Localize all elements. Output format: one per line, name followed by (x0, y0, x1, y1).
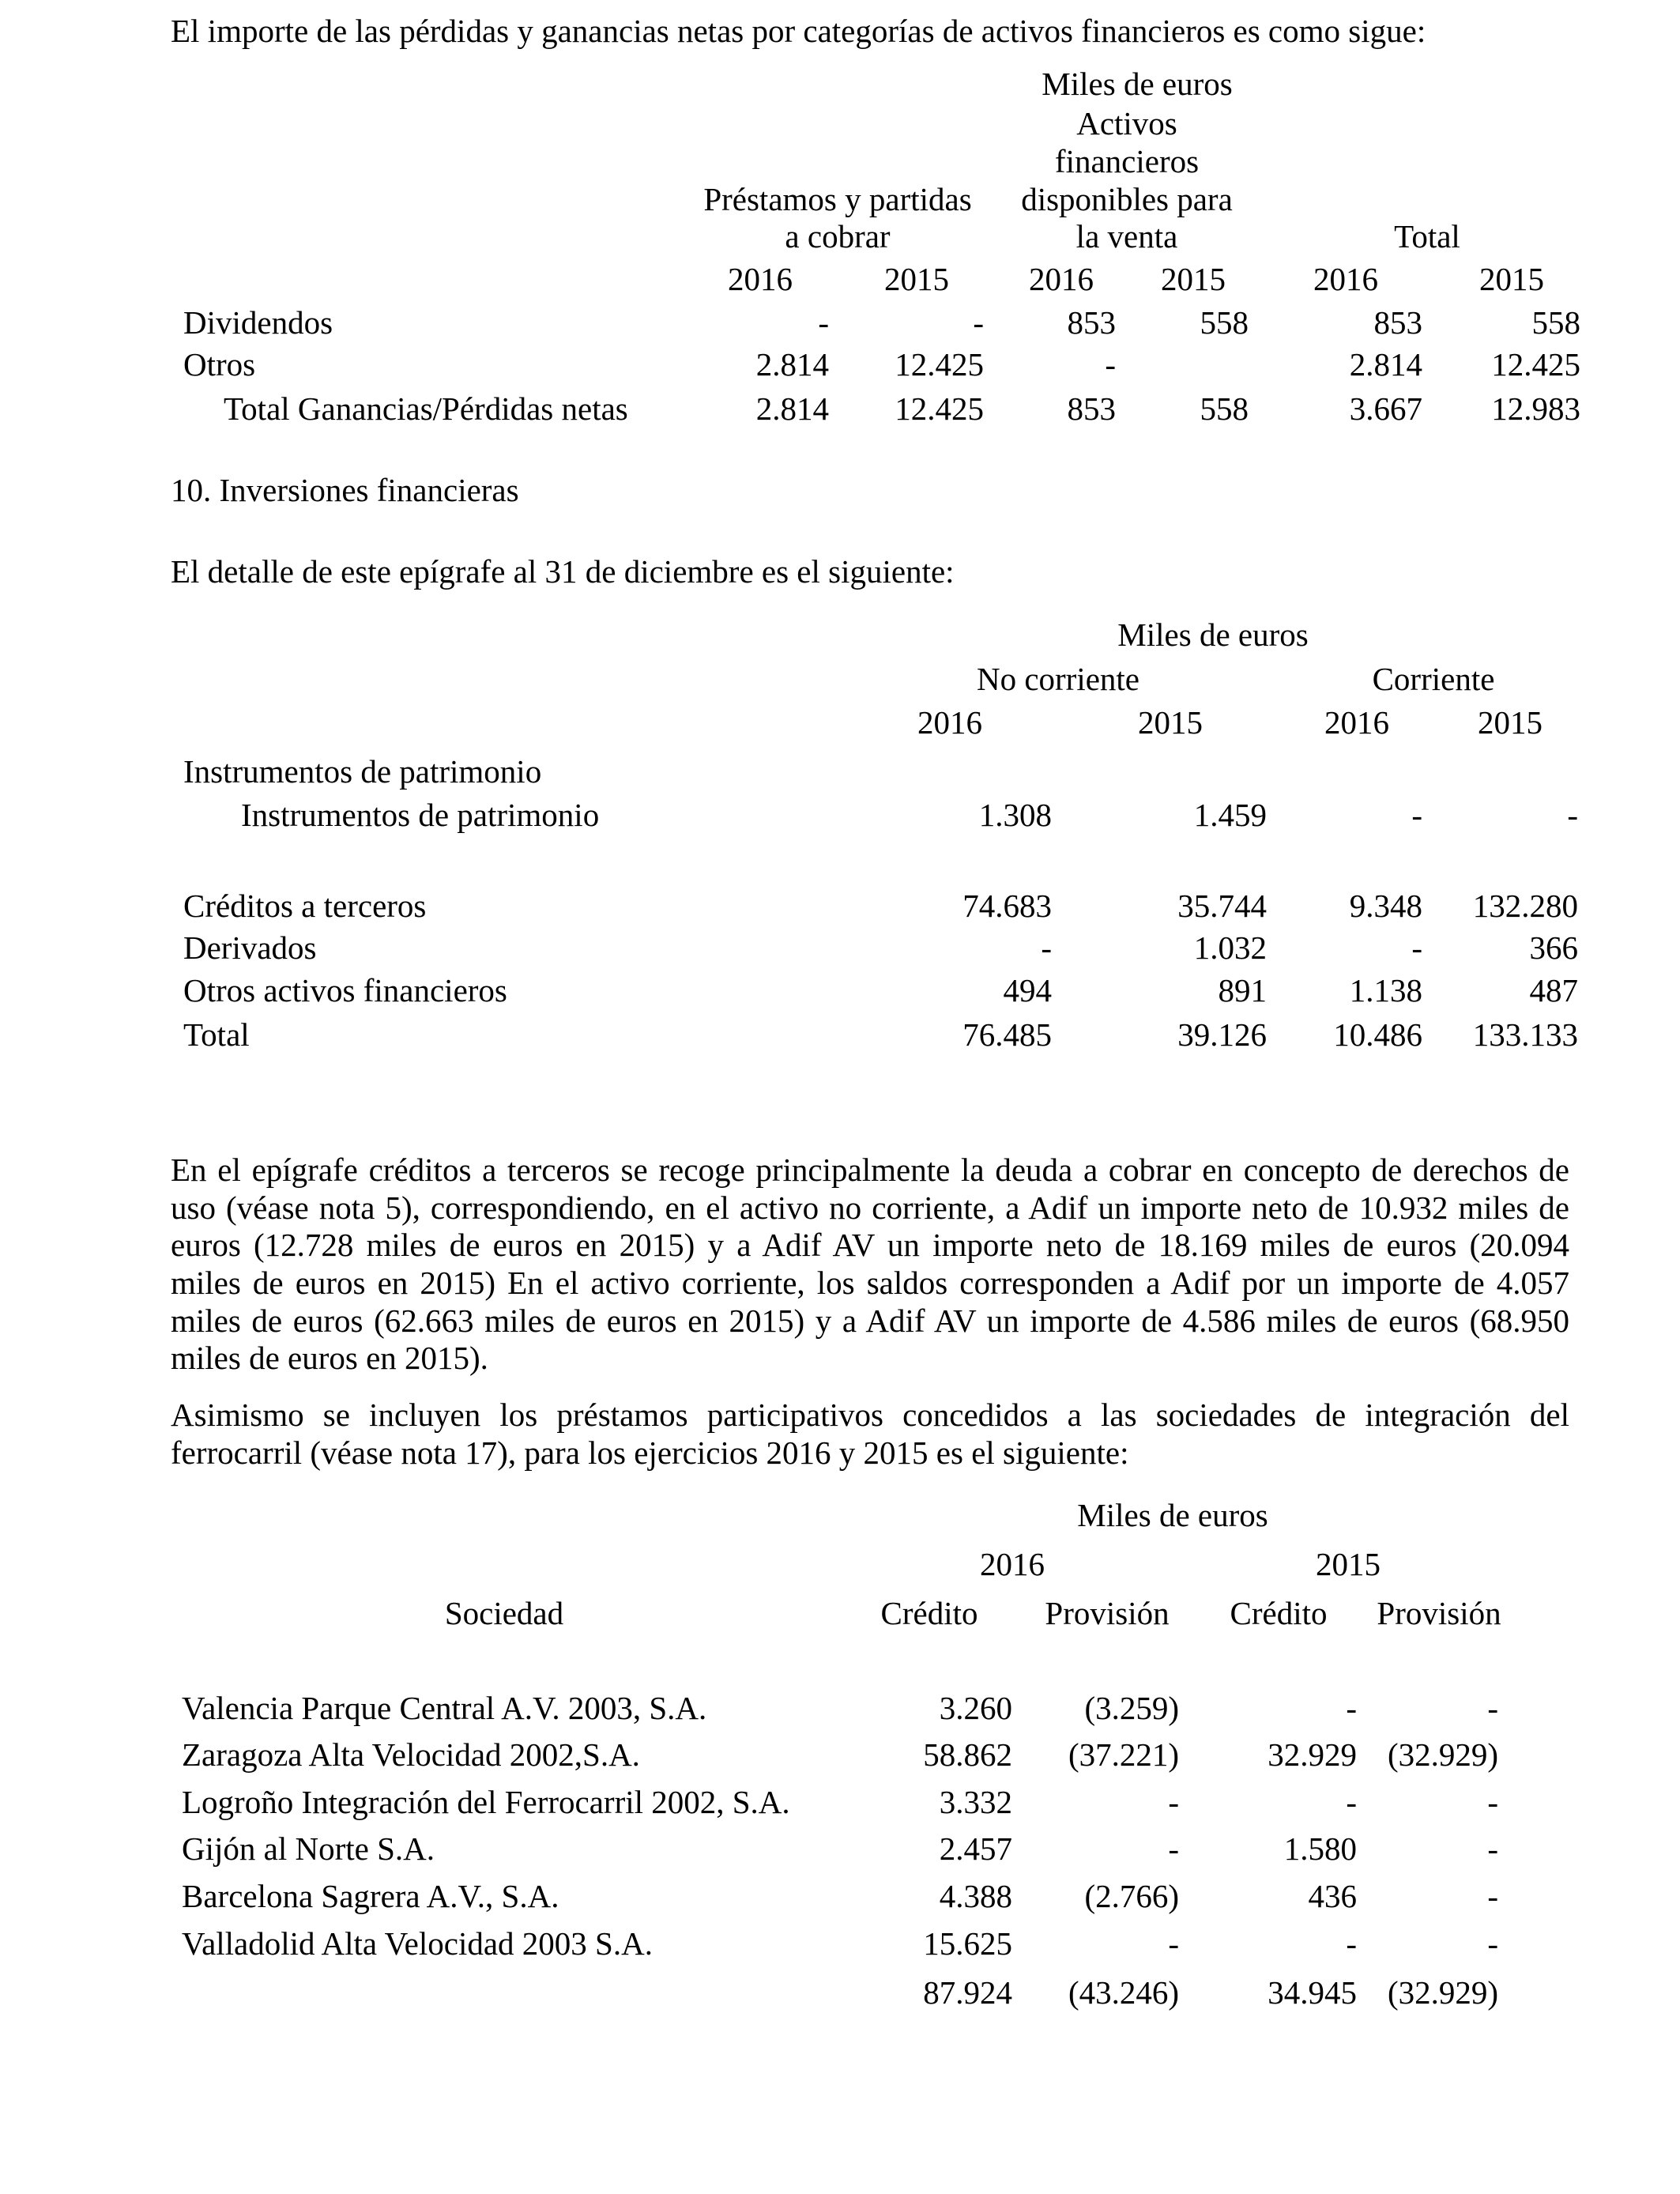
column-header-credito: Crédito (1230, 1595, 1328, 1631)
cell-value: - (1567, 797, 1578, 833)
table-row (0, 345, 1680, 383)
year-header: 2016 (1324, 704, 1389, 741)
cell-value: 558 (1531, 304, 1580, 341)
cell-value: 2.457 (939, 1830, 1012, 1867)
cell-value: (32.929) (1387, 1736, 1498, 1773)
cell-value: 12.425 (895, 390, 984, 427)
table3-unit-header: Miles de euros (1077, 1497, 1268, 1533)
table-row (0, 929, 1680, 967)
year-header: 2016 (980, 1546, 1045, 1582)
year-header: 2016 (1313, 261, 1378, 297)
cell-value: 558 (1200, 304, 1249, 341)
cell-value: - (1041, 929, 1052, 966)
cell-value: 12.983 (1491, 390, 1580, 427)
table-row (0, 1736, 1680, 1774)
row-label: Total (183, 1016, 250, 1053)
paragraph-line: ferrocarril (véase nota 17), para los ejercicios 2016 y 2015 es el siguiente: (171, 1434, 1129, 1471)
table-row (0, 303, 1680, 341)
cell-value: 12.425 (895, 346, 984, 383)
row-label: Créditos a terceros (183, 888, 427, 924)
row-label: Gijón al Norte S.A. (182, 1830, 435, 1867)
table2-intro-text: El detalle de este epígrafe al 31 de diciembre es el siguiente: (171, 553, 955, 590)
total-value: (43.246) (1068, 1974, 1179, 2011)
cell-value: - (1346, 1925, 1357, 1962)
row-label: Otros (183, 346, 256, 383)
cell-value: - (1411, 929, 1422, 966)
row-label: Barcelona Sagrera A.V., S.A. (182, 1878, 559, 1914)
table-row (0, 796, 1680, 834)
cell-value: 366 (1529, 929, 1578, 966)
table1-loans-header-line: Préstamos y partidas (703, 181, 972, 217)
table1-loans-header-line: a cobrar (785, 218, 891, 254)
table1-years-row (0, 260, 1680, 298)
cell-value: 853 (1067, 390, 1116, 427)
column-header-provision: Provisión (1377, 1595, 1501, 1631)
cell-value: 15.625 (923, 1925, 1012, 1962)
cell-value: - (1346, 1784, 1357, 1820)
table-row (0, 1689, 1680, 1727)
total-value: 87.924 (923, 1974, 1012, 2011)
cell-value: - (818, 304, 829, 341)
cell-value: 35.744 (1177, 888, 1267, 924)
year-header: 2016 (917, 704, 982, 741)
cell-value: - (1168, 1784, 1179, 1820)
table1-unit-header: Miles de euros (1042, 66, 1233, 102)
cell-value: 487 (1529, 972, 1578, 1008)
cell-value: 10.486 (1333, 1016, 1422, 1053)
cell-value: 891 (1218, 972, 1267, 1008)
cell-value: 3.332 (939, 1784, 1012, 1820)
year-header: 2016 (728, 261, 793, 297)
table-total-row (0, 390, 1680, 428)
table3-column-headers (0, 1594, 1680, 1632)
cell-value: 74.683 (962, 888, 1052, 924)
cell-value: 2.814 (755, 390, 829, 427)
cell-value: 3.667 (1349, 390, 1422, 427)
column-header-credito: Crédito (880, 1595, 978, 1631)
cell-value: 1.032 (1193, 929, 1267, 966)
cell-value: 853 (1067, 304, 1116, 341)
row-label: Instrumentos de patrimonio (241, 797, 600, 833)
row-label: Valencia Parque Central A.V. 2003, S.A. (182, 1690, 707, 1726)
year-header: 2015 (1161, 261, 1226, 297)
paragraph-line: miles de euros (62.663 miles de euros en 2015) y a Adif AV un importe de 4.586 miles de euros (68.950 (171, 1302, 1569, 1339)
cell-value: (3.259) (1084, 1690, 1179, 1726)
cell-value: 58.862 (923, 1736, 1012, 1773)
column-header-provision: Provisión (1045, 1595, 1170, 1631)
table1-afs-header-line: Activos (1076, 105, 1177, 141)
table-row (0, 971, 1680, 1009)
table-total-row (0, 1973, 1680, 2011)
table-total-row (0, 1016, 1680, 1054)
table1-afs-header-line: disponibles para (1021, 181, 1233, 217)
cell-value: - (973, 304, 984, 341)
paragraph-line: miles de euros en 2015). (171, 1340, 488, 1377)
year-header: 2015 (1479, 261, 1544, 297)
cell-value: 3.260 (939, 1690, 1012, 1726)
cell-value: 2.814 (1349, 346, 1422, 383)
paragraph-prestamos (171, 1397, 1569, 1472)
table1-intro-text: El importe de las pérdidas y ganancias netas por categorías de activos financieros es como sigue: (171, 13, 1426, 49)
table2-unit-header: Miles de euros (1117, 616, 1309, 653)
total-value: (32.929) (1387, 1974, 1498, 2011)
table2-years-row (0, 703, 1680, 741)
cell-value: 4.388 (939, 1878, 1012, 1914)
cell-value: 494 (1003, 972, 1052, 1008)
paragraph-line: uso (véase nota 5), correspondiendo, en el activo no corriente, a Adif un importe neto de 10.932 miles de (171, 1189, 1569, 1226)
year-header: 2015 (1478, 704, 1543, 741)
year-header: 2015 (1316, 1546, 1381, 1582)
paragraph-line: Asimismo se incluyen los préstamos participativos concedidos a las sociedades de integración del (171, 1397, 1569, 1433)
cell-value: - (1487, 1830, 1498, 1867)
table-row (0, 1877, 1680, 1915)
cell-value: 1.138 (1349, 972, 1422, 1008)
section-title: 10. Inversiones financieras (171, 472, 519, 508)
cell-value: - (1487, 1690, 1498, 1726)
year-header: 2015 (884, 261, 949, 297)
cell-value: 1.580 (1283, 1830, 1357, 1867)
year-header: 2016 (1029, 261, 1094, 297)
paragraph-line: En el epígrafe créditos a terceros se recoge principalmente la deuda a cobrar en concepto de derechos de (171, 1152, 1569, 1188)
row-label: Derivados (183, 929, 317, 966)
cell-value: - (1168, 1925, 1179, 1962)
table2-group-header: No corriente (976, 661, 1140, 697)
table1-afs-header-line: la venta (1075, 218, 1178, 254)
cell-value: 558 (1200, 390, 1249, 427)
cell-value: 32.929 (1268, 1736, 1357, 1773)
row-label: Logroño Integración del Ferrocarril 2002, S.A. (182, 1784, 790, 1820)
cell-value: 853 (1373, 304, 1422, 341)
cell-value: (2.766) (1084, 1878, 1179, 1914)
paragraph-creditos (171, 1152, 1569, 1378)
cell-value: - (1346, 1690, 1357, 1726)
cell-value: 76.485 (962, 1016, 1052, 1053)
cell-value: - (1411, 797, 1422, 833)
paragraph-line: miles de euros en 2015) En el activo corriente, los saldos corresponden a Adif por un importe de 4.057 (171, 1265, 1569, 1302)
table1-total-header: Total (1394, 218, 1460, 254)
cell-value: 1.459 (1193, 797, 1267, 833)
cell-value: - (1487, 1784, 1498, 1820)
cell-value: - (1168, 1830, 1179, 1867)
cell-value: 436 (1308, 1878, 1357, 1914)
cell-value: - (1487, 1925, 1498, 1962)
table1-afs-header-line: financieros (1054, 143, 1200, 179)
row-label: Total Ganancias/Pérdidas netas (224, 390, 628, 427)
row-label: Valladolid Alta Velocidad 2003 S.A. (182, 1925, 653, 1962)
cell-value: 133.133 (1472, 1016, 1578, 1053)
year-header: 2015 (1138, 704, 1203, 741)
cell-value: (37.221) (1068, 1736, 1179, 1773)
row-label: Dividendos (183, 304, 333, 341)
cell-value: 2.814 (755, 346, 829, 383)
cell-value: 12.425 (1491, 346, 1580, 383)
table-row (0, 1924, 1680, 1962)
table2-group-heading: Instrumentos de patrimonio (183, 753, 542, 790)
cell-value: - (1105, 346, 1116, 383)
cell-value: 132.280 (1472, 888, 1578, 924)
cell-value: - (1487, 1878, 1498, 1914)
paragraph-line: euros (12.728 miles de euros en 2015) y a Adif AV un importe neto de 18.169 miles de euros (20.094 (171, 1227, 1569, 1264)
row-label: Otros activos financieros (183, 972, 507, 1008)
cell-value: 39.126 (1177, 1016, 1267, 1053)
column-header-sociedad: Sociedad (444, 1595, 564, 1631)
row-label: Zaragoza Alta Velocidad 2002,S.A. (182, 1736, 640, 1773)
table-row (0, 887, 1680, 925)
total-value: 34.945 (1268, 1974, 1357, 2011)
cell-value: 1.308 (978, 797, 1052, 833)
table-row (0, 1830, 1680, 1868)
cell-value: 9.348 (1349, 888, 1422, 924)
table-row (0, 1783, 1680, 1821)
table2-group-header: Corriente (1372, 661, 1495, 697)
